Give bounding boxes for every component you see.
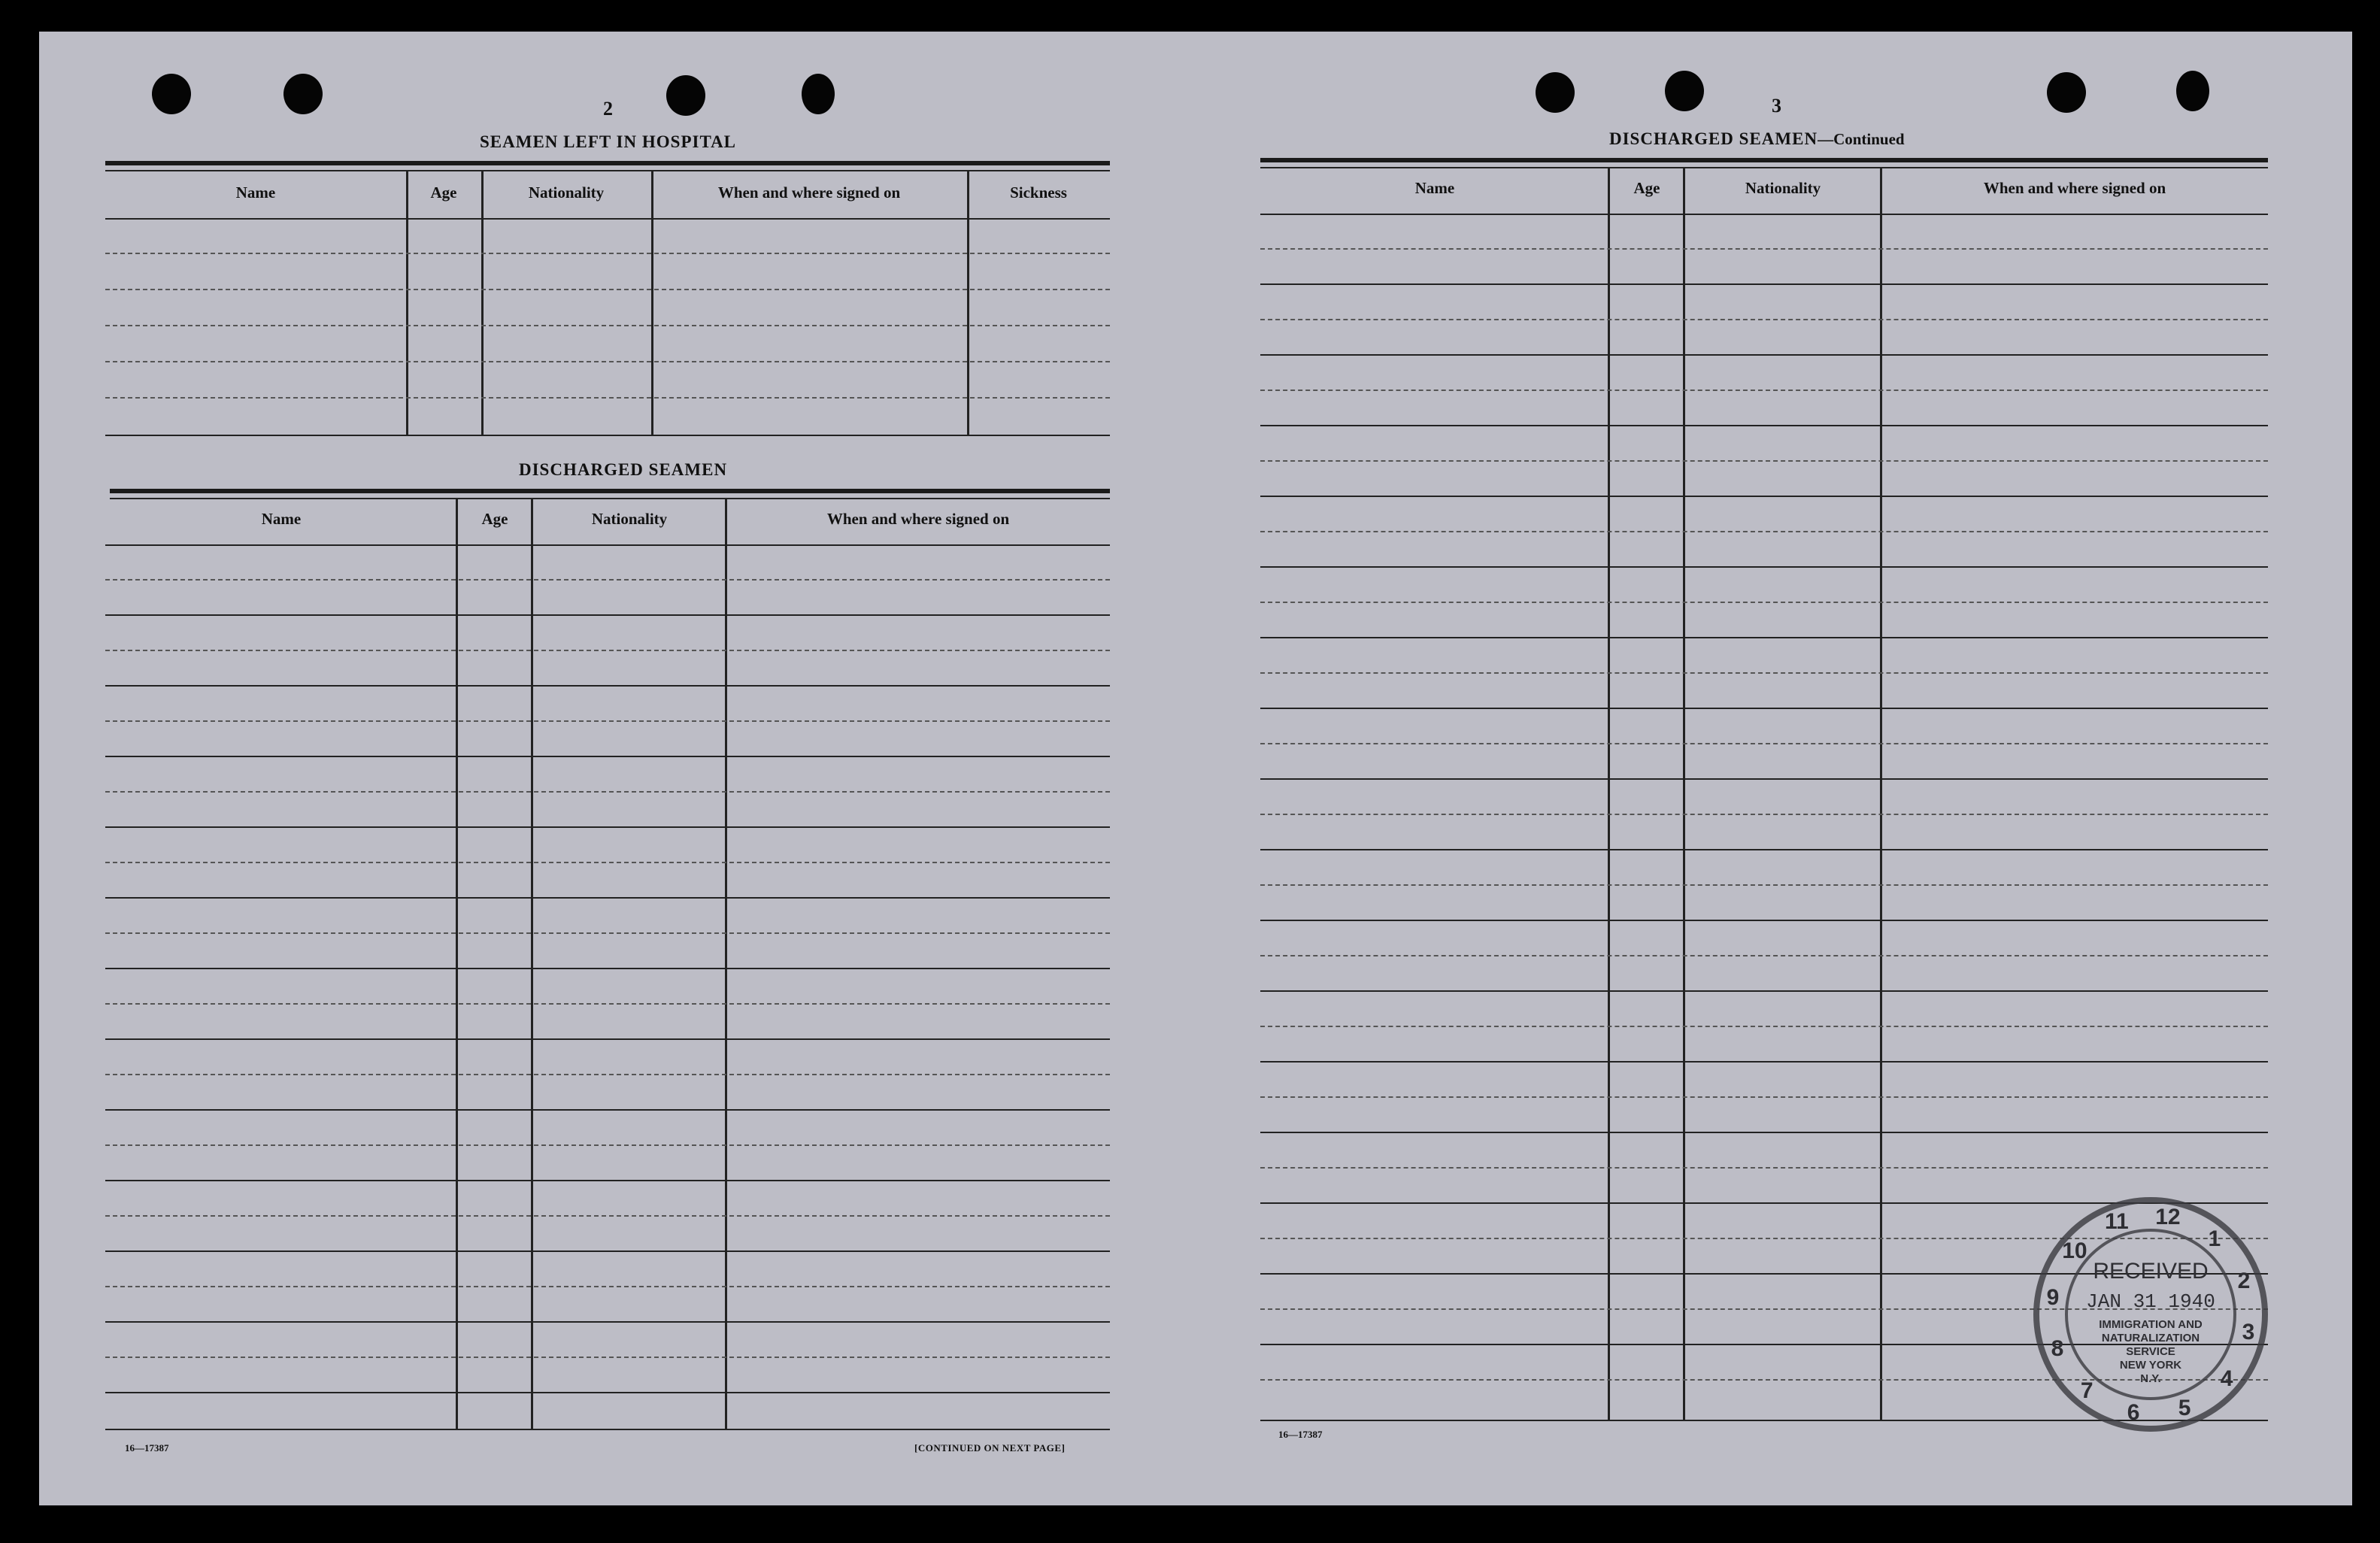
stamp-ring-numeral: 8	[2051, 1336, 2064, 1362]
entry-line	[105, 1003, 1110, 1005]
section-title-suffix: —Continued	[1818, 130, 1905, 148]
entry-line	[1260, 849, 2268, 850]
column-header-name: Name	[235, 183, 276, 202]
header-underline	[105, 218, 1110, 220]
header-underline	[1260, 214, 2268, 215]
stamp-ring-numeral: 6	[2127, 1400, 2140, 1425]
entry-line	[1260, 1061, 2268, 1063]
entry-line	[1260, 884, 2268, 886]
entry-line	[105, 897, 1110, 899]
entry-line	[1260, 708, 2268, 709]
divider	[105, 170, 1110, 171]
column-divider	[967, 170, 969, 435]
form-number-right: 16—17387	[1278, 1429, 1323, 1440]
hospital-section-title: SEAMEN LEFT IN HOSPITAL	[480, 132, 737, 151]
entry-line	[105, 756, 1110, 757]
entry-line	[105, 826, 1110, 828]
entry-line	[1260, 778, 2268, 780]
page-number-right: 3	[1772, 95, 1781, 117]
column-header-signed-on: When and where signed on	[717, 183, 901, 202]
entry-line	[1260, 283, 2268, 285]
entry-line	[105, 1215, 1110, 1217]
stamp-graphic	[2030, 1194, 2271, 1435]
entry-line	[1260, 248, 2268, 250]
entry-line	[105, 397, 1110, 399]
punch-hole	[1665, 71, 1704, 111]
entry-line	[105, 1144, 1110, 1146]
entry-line	[1260, 955, 2268, 956]
received-stamp	[2030, 1194, 2271, 1435]
page-number-left: 2	[603, 98, 613, 120]
header-underline	[105, 544, 1110, 546]
entry-line	[105, 253, 1110, 254]
entry-line	[105, 1286, 1110, 1287]
column-divider	[456, 498, 458, 1429]
divider	[1260, 167, 2268, 168]
entry-line	[105, 1109, 1110, 1111]
stamp-ring-numeral: 11	[2105, 1209, 2129, 1234]
column-header-name: Name	[261, 510, 302, 528]
entry-line	[105, 1250, 1110, 1252]
entry-line	[105, 1392, 1110, 1393]
entry-line	[1260, 920, 2268, 921]
column-divider	[725, 498, 727, 1429]
column-divider	[531, 498, 533, 1429]
stamp-ring-numeral: 9	[2046, 1285, 2060, 1311]
divider	[110, 498, 1110, 499]
discharged-section-title: DISCHARGED SEAMEN	[519, 460, 728, 479]
entry-line	[1260, 637, 2268, 638]
entry-line	[1260, 990, 2268, 992]
column-header-signed-on: When and where signed on	[1983, 179, 2166, 197]
entry-line	[1260, 814, 2268, 815]
entry-line	[105, 1180, 1110, 1181]
entry-line	[1260, 1132, 2268, 1133]
entry-line	[1260, 425, 2268, 426]
punch-hole	[152, 74, 191, 114]
entry-line	[1260, 496, 2268, 497]
form-number-left: 16—17387	[125, 1442, 169, 1454]
entry-line	[105, 1074, 1110, 1075]
entry-line	[105, 579, 1110, 581]
discharged-continued-title	[1609, 129, 1905, 149]
entry-line	[1260, 1096, 2268, 1098]
entry-line	[105, 862, 1110, 863]
entry-line	[105, 932, 1110, 934]
continued-note: [CONTINUED ON NEXT PAGE]	[914, 1442, 1066, 1454]
divider	[110, 489, 1110, 493]
stamp-line-4: NEW YORK	[2119, 1359, 2182, 1372]
stamp-ring-numeral: 4	[2220, 1366, 2233, 1391]
stamp-line-1: IMMIGRATION AND	[2099, 1318, 2203, 1331]
entry-line	[1260, 1026, 2268, 1027]
entry-line	[1260, 531, 2268, 532]
entry-line	[105, 1357, 1110, 1358]
stamp-line-3: SERVICE	[2126, 1345, 2175, 1358]
entry-line	[105, 325, 1110, 326]
stamp-received: RECEIVED	[2093, 1259, 2209, 1284]
divider	[105, 161, 1110, 165]
entry-line	[105, 720, 1110, 722]
column-header-name: Name	[1414, 179, 1455, 197]
entry-line	[1260, 354, 2268, 356]
column-divider	[406, 170, 408, 435]
table-bottom	[105, 1429, 1110, 1430]
entry-line	[105, 650, 1110, 651]
entry-line	[1260, 743, 2268, 744]
column-divider	[481, 170, 484, 435]
column-divider	[651, 170, 653, 435]
column-header-sickness: Sickness	[1010, 183, 1067, 202]
column-header-nationality: Nationality	[591, 510, 668, 528]
entry-line	[105, 614, 1110, 616]
entry-line	[105, 968, 1110, 969]
column-header-age: Age	[1633, 179, 1660, 197]
column-header-age: Age	[481, 510, 508, 528]
column-header-nationality: Nationality	[528, 183, 605, 202]
punch-hole	[2176, 71, 2209, 111]
column-header-age: Age	[430, 183, 457, 202]
divider	[1260, 158, 2268, 162]
entry-line	[105, 685, 1110, 687]
entry-line	[1260, 460, 2268, 462]
entry-line	[105, 1038, 1110, 1040]
punch-hole	[1536, 72, 1575, 113]
stamp-ring-numeral: 10	[2062, 1238, 2087, 1264]
stamp-line-2: NATURALIZATION	[2101, 1332, 2200, 1344]
column-header-nationality: Nationality	[1745, 179, 1821, 197]
stamp-ring-numeral: 1	[2208, 1226, 2221, 1251]
entry-line	[105, 1321, 1110, 1323]
entry-line	[1260, 566, 2268, 568]
stamp-ring-numeral: 3	[2242, 1319, 2255, 1344]
entry-line	[1260, 390, 2268, 391]
entry-line	[105, 791, 1110, 793]
stamp-ring-numeral: 2	[2237, 1268, 2251, 1293]
punch-hole	[666, 75, 705, 116]
stamp-line-5: N.Y.	[2140, 1372, 2161, 1385]
entry-line	[1260, 319, 2268, 320]
entry-line	[105, 289, 1110, 290]
entry-line	[1260, 1167, 2268, 1169]
table-bottom	[105, 435, 1110, 436]
punch-hole	[283, 74, 323, 114]
section-title-text: DISCHARGED SEAMEN	[1609, 129, 1818, 148]
punch-hole	[2047, 72, 2086, 113]
stamp-ring-numeral: 7	[2080, 1378, 2093, 1404]
entry-line	[1260, 602, 2268, 603]
column-header-signed-on: When and where signed on	[826, 510, 1010, 528]
stamp-ring-numeral: 12	[2155, 1205, 2181, 1229]
stamp-date: JAN 31 1940	[2086, 1290, 2215, 1313]
stamp-ring-numeral: 5	[2178, 1396, 2191, 1420]
entry-line	[105, 361, 1110, 362]
punch-hole	[802, 74, 835, 114]
entry-line	[1260, 672, 2268, 674]
